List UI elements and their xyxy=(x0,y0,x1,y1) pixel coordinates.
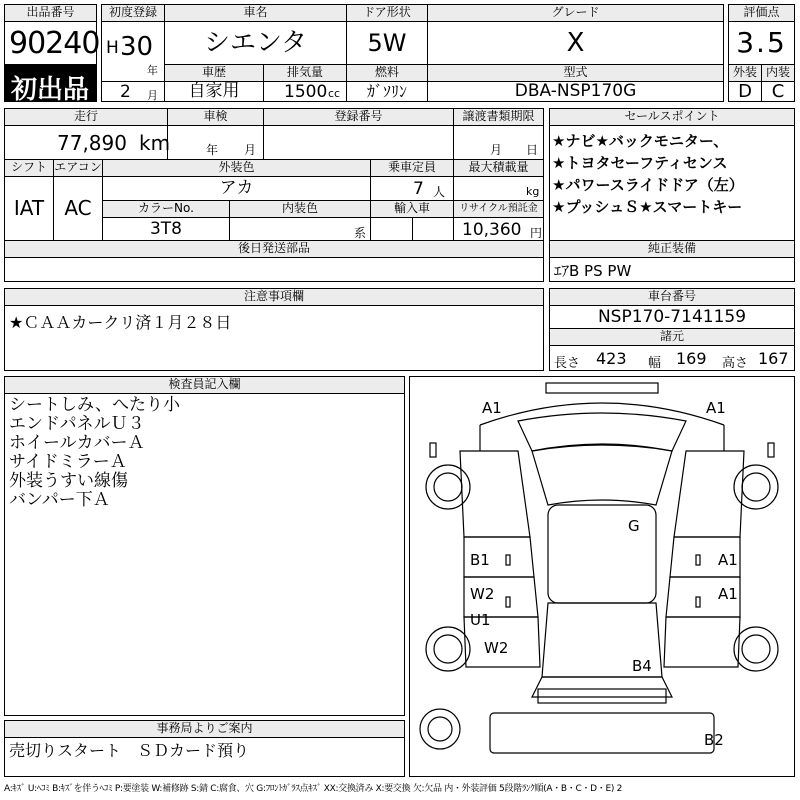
lot-no: 90240 xyxy=(9,26,100,61)
equipment: ｴｱB PS PW xyxy=(549,257,795,282)
lot-no-cell xyxy=(4,21,100,65)
int-color-cell: 系 xyxy=(229,217,371,241)
roof-shape xyxy=(548,505,656,603)
front-right-tire-shape xyxy=(734,465,778,509)
mark-left-center: W2 xyxy=(470,585,495,603)
spare-tire-shape xyxy=(420,709,460,749)
interior-grade: C xyxy=(761,81,795,102)
later-parts xyxy=(4,257,544,282)
sales-point-line: ★トヨタセーフティセンス xyxy=(552,154,728,172)
inspector-line: シートしみ、へたり小 xyxy=(9,395,181,415)
hood-shape xyxy=(518,413,686,451)
mark-right-front-door: A1 xyxy=(718,551,738,569)
inspector-label: 検査員記入欄 xyxy=(4,376,405,394)
exterior-label: 外装 xyxy=(728,64,762,82)
right-rear-quarter-shape xyxy=(664,617,740,667)
mark-left-front-door: B1 xyxy=(470,551,490,569)
car-name: シエンタ xyxy=(164,21,347,65)
color-no-label: カラーNo. xyxy=(102,200,230,218)
mileage-cell: 77,890 km xyxy=(4,125,168,160)
score: 3.5 xyxy=(728,21,795,65)
dims-label: 諸元 xyxy=(549,328,795,346)
mileage-label: 走行 xyxy=(4,108,168,126)
capacity-label: 乗車定員 xyxy=(370,159,454,177)
rear-bumper-shape xyxy=(538,689,666,703)
load-cell: kg xyxy=(453,176,544,201)
rear-right-tire-shape xyxy=(734,627,778,671)
shift-label: シフト xyxy=(4,159,54,177)
color-no: 3T8 xyxy=(102,217,230,241)
windshield-shape xyxy=(532,444,672,505)
rear-left-tire-shape xyxy=(426,627,470,671)
later-parts-label: 後日発送部品 xyxy=(4,240,544,258)
inspector-line: ホイールカバーＡ xyxy=(9,433,145,453)
ext-color-label: 外装色 xyxy=(102,159,371,177)
reg-no-label: 登録番号 xyxy=(263,108,454,126)
chassis-number: NSP170-7141159 xyxy=(549,305,795,329)
inspector-line: 外装うすい線傷 xyxy=(9,471,128,491)
ac: AC xyxy=(53,176,103,241)
mark-rear-glass: B4 xyxy=(632,657,652,675)
interior-label: 内装 xyxy=(761,64,795,82)
inspector-line: バンパー下Ａ xyxy=(9,490,110,510)
model: DBA-NSP170G xyxy=(427,81,724,102)
chassis-label: 車台番号 xyxy=(549,288,795,306)
model-label: 型式 xyxy=(427,64,724,82)
history: 自家用 xyxy=(164,81,264,102)
exterior-grade: D xyxy=(728,81,762,102)
recycle-label: リサイクル預託金 xyxy=(453,200,544,218)
mark-front-left: A1 xyxy=(482,399,502,417)
mark-right-rear-door: A1 xyxy=(718,585,738,603)
inspection-cell: 年 月 xyxy=(167,125,264,160)
displacement-cell: 1500 cc xyxy=(263,81,347,102)
door-label: ドア形状 xyxy=(346,4,428,22)
sales-point-line: ★ナビ★バックモニター、 xyxy=(552,132,729,150)
rear-bumper-lower-shape xyxy=(490,713,714,753)
mark-roof: G xyxy=(628,517,640,535)
score-label: 評価点 xyxy=(728,4,795,22)
door-type: 5W xyxy=(346,21,428,65)
inspector-line: エンドパネルＵ３ xyxy=(9,414,145,434)
office-notes: 売切りスタート ＳＤカード預り xyxy=(4,737,405,777)
load-label: 最大積載量 xyxy=(453,159,544,177)
fuel-label: 燃料 xyxy=(346,64,428,82)
sales-points xyxy=(549,125,795,241)
car-name-label: 車名 xyxy=(164,4,347,22)
docs-cell: 月 日 xyxy=(453,125,544,160)
ext-color: アカ xyxy=(102,176,371,201)
right-front-fender-shape xyxy=(674,451,744,537)
mark-front-right: A1 xyxy=(706,399,726,417)
notes: ★ＣＡＡカークリ済１月２８日 xyxy=(4,305,544,371)
inspector-notes xyxy=(4,393,405,716)
docs-label: 譲渡書類期限 xyxy=(453,108,544,126)
front-edge-shape xyxy=(480,403,724,425)
shift: IAT xyxy=(4,176,54,241)
mark-left-rear-quarter: W2 xyxy=(484,639,509,657)
sales-point-line: ★パワースライドドア（左） xyxy=(552,176,744,194)
left-front-fender-shape xyxy=(460,451,530,537)
reg-no xyxy=(263,125,454,160)
lot-no-label: 出品番号 xyxy=(4,4,97,22)
recycle-cell: 10,360 円 xyxy=(453,217,544,241)
sales-point-line: ★プッシュＳ★スマートキー xyxy=(552,198,743,216)
front-bumper-shape xyxy=(546,383,658,393)
ac-label: エアコン xyxy=(53,159,103,177)
mark-rear-bumper: B2 xyxy=(704,731,724,749)
grade-label: グレード xyxy=(427,4,724,22)
first-reg-label: 初度登録 xyxy=(101,4,165,22)
displacement-label: 排気量 xyxy=(263,64,347,82)
history-label: 車歴 xyxy=(164,64,264,82)
equipment-label: 純正装備 xyxy=(549,240,795,258)
fuel: ｶﾞｿﾘﾝ xyxy=(346,81,428,102)
legend: A:ｷｽﾞ U:ﾍｺﾐ B:ｷｽﾞを伴うﾍｺﾐ P:要塗装 W:補修跡 S:錆 C:腐食、穴 G:ﾌﾛﾝﾄｶﾞﾗｽ点ｷｽﾞ XX:交換済み X:要交換 欠:欠品 内・外装評価 5段階ﾗﾝｸ順(A・B・C・D・E) 2 xyxy=(4,784,623,794)
damage-diagram xyxy=(410,377,794,776)
int-color-label: 内装色 xyxy=(229,200,371,218)
inspector-line: サイドミラーＡ xyxy=(9,452,127,472)
capacity-cell: 7 人 xyxy=(370,176,454,201)
dims-cell: 長さ 423 幅 169 高さ 167 xyxy=(549,345,795,371)
first-reg-cell: H 30 年 xyxy=(101,21,165,82)
import-label: 輸入車 xyxy=(370,200,454,218)
office-label: 事務局よりご案内 xyxy=(4,720,405,738)
tailgate-shape xyxy=(532,677,672,697)
mark-left-rear-door: U1 xyxy=(470,611,491,629)
first-listing-badge: 初出品 xyxy=(4,64,97,102)
notes-label: 注意事項欄 xyxy=(4,288,544,306)
inspection-label: 車検 xyxy=(167,108,264,126)
import-cell-a xyxy=(370,217,413,241)
first-reg-month: 2 月 xyxy=(101,81,165,102)
damage-diagram-frame xyxy=(409,376,795,777)
import-cell-b xyxy=(412,217,454,241)
front-left-tire-shape xyxy=(426,465,470,509)
sales-points-label: セールスポイント xyxy=(549,108,795,126)
grade: X xyxy=(427,21,724,65)
